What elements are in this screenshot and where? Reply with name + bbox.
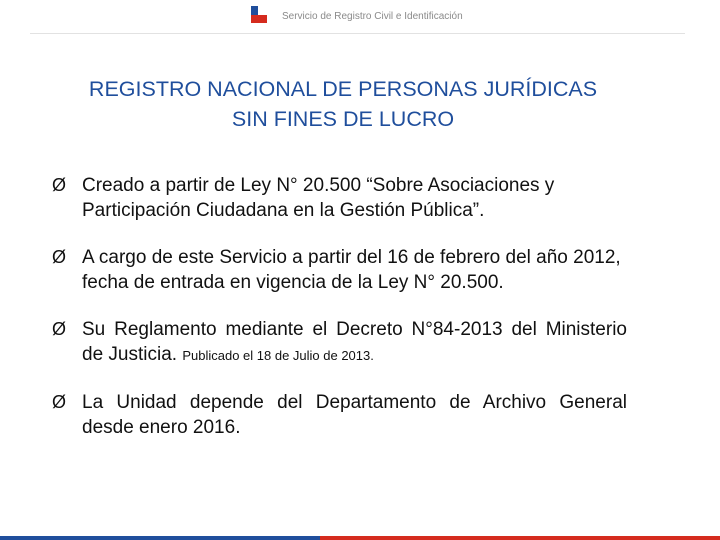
bullet-text-container [82, 317, 627, 368]
chile-flag-logo-icon [251, 6, 267, 23]
agency-name: Servicio de Registro Civil e Identificación [282, 11, 463, 22]
bullet-list [52, 173, 627, 462]
bullet-item-reglamento [52, 317, 627, 368]
bullet-text: La Unidad depende del Departamento de Archivo General desde enero 2016. [82, 392, 627, 438]
bullet-text: A cargo de este Servicio a partir del 16 de febrero del año 2012, fecha de entrada en vigencia de la Ley N° 20.500. [82, 247, 621, 293]
flag-white-field [258, 6, 267, 15]
bullet-text: Su Reglamento mediante el Decreto N°84-2013 del Ministerio de Justicia. [82, 319, 627, 365]
header-divider [30, 33, 685, 34]
arrow-bullet-icon: Ø [52, 319, 67, 339]
footer-bar-blue [0, 536, 320, 540]
slide-header [0, 0, 720, 34]
title-line-2: SIN FINES DE LUCRO [231, 107, 455, 131]
bullet-text: Creado a partir de Ley N° 20.500 “Sobre Asociaciones y Participación Ciudadana en la Gestión Pública”. [82, 175, 555, 221]
bullet-note: Publicado el 18 de Julio de 2013. [182, 348, 374, 363]
arrow-bullet-icon: Ø [52, 175, 67, 195]
title-line-1: REGISTRO NACIONAL DE PERSONAS JURÍDICAS [88, 77, 598, 101]
bullet-item-unidad [52, 390, 627, 440]
bullet-item-servicio [52, 245, 627, 295]
bullet-item-ley [52, 173, 627, 223]
flag-red-stripe [251, 15, 267, 23]
footer-color-bar [0, 536, 720, 540]
arrow-bullet-icon: Ø [52, 392, 67, 412]
arrow-bullet-icon: Ø [52, 247, 67, 267]
slide-title [0, 74, 686, 134]
flag-blue-canton [251, 6, 258, 15]
footer-bar-red [320, 536, 720, 540]
